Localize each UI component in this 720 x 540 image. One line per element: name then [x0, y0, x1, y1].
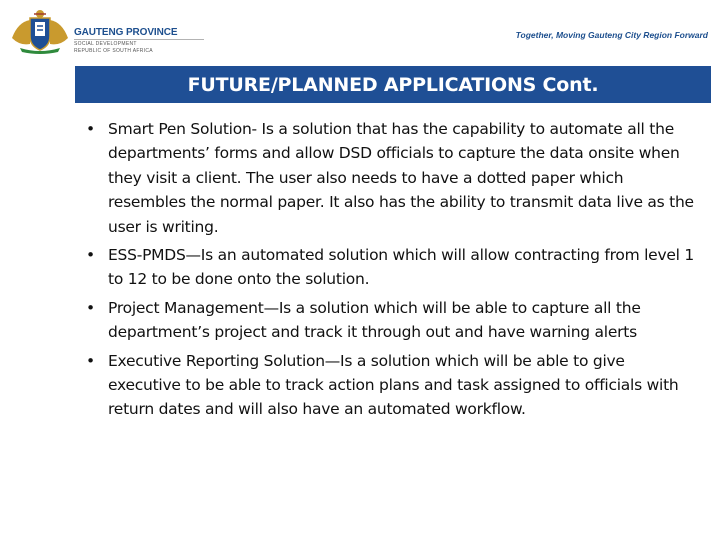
organisation-logo-text: [74, 27, 204, 54]
organisation-department: SOCIAL DEVELOPMENT: [74, 41, 137, 47]
slide-title: FUTURE/PLANNED APPLICATIONS Cont.: [75, 66, 711, 103]
list-item: [86, 243, 702, 292]
list-item-text: Executive Reporting Solution—Is a solution which will be able to give executive to be able to track action plans and task assigned to officials with return dates and will also have an automated workflow.: [108, 351, 679, 419]
list-item-text: Project Management—Is a solution which will be able to capture all the department’s project and track it through out and have warning alerts: [108, 298, 641, 342]
organisation-country: REPUBLIC OF SOUTH AFRICA: [74, 48, 153, 54]
bullet-icon: •: [86, 120, 95, 138]
bullet-list: [86, 117, 702, 422]
header-tagline: Together, Moving Gauteng City Region Forward: [515, 30, 708, 40]
coat-of-arms-icon: [8, 8, 72, 54]
list-item-text: ESS-PMDS—Is an automated solution which will allow contracting from level 1 to 12 to be done onto the solution.: [108, 246, 695, 289]
bullet-icon: •: [86, 351, 95, 370]
list-item-text: Smart Pen Solution- Is a solution that has the capability to automate all the departments’ forms and allow DSD officials to capture the data onsite when they visit a client. The user also needs to have a dotted paper which resembles the normal paper. It also has the ability to transmit data live as the user is writing.: [108, 120, 694, 236]
slide-header: [0, 0, 720, 62]
bullet-icon: •: [86, 298, 95, 317]
list-item: [86, 349, 702, 422]
organisation-title: GAUTENG PROVINCE: [74, 27, 204, 40]
list-item: [86, 296, 702, 345]
list-item: [86, 117, 702, 239]
slide-body: [86, 117, 702, 426]
bullet-icon: •: [86, 246, 95, 265]
